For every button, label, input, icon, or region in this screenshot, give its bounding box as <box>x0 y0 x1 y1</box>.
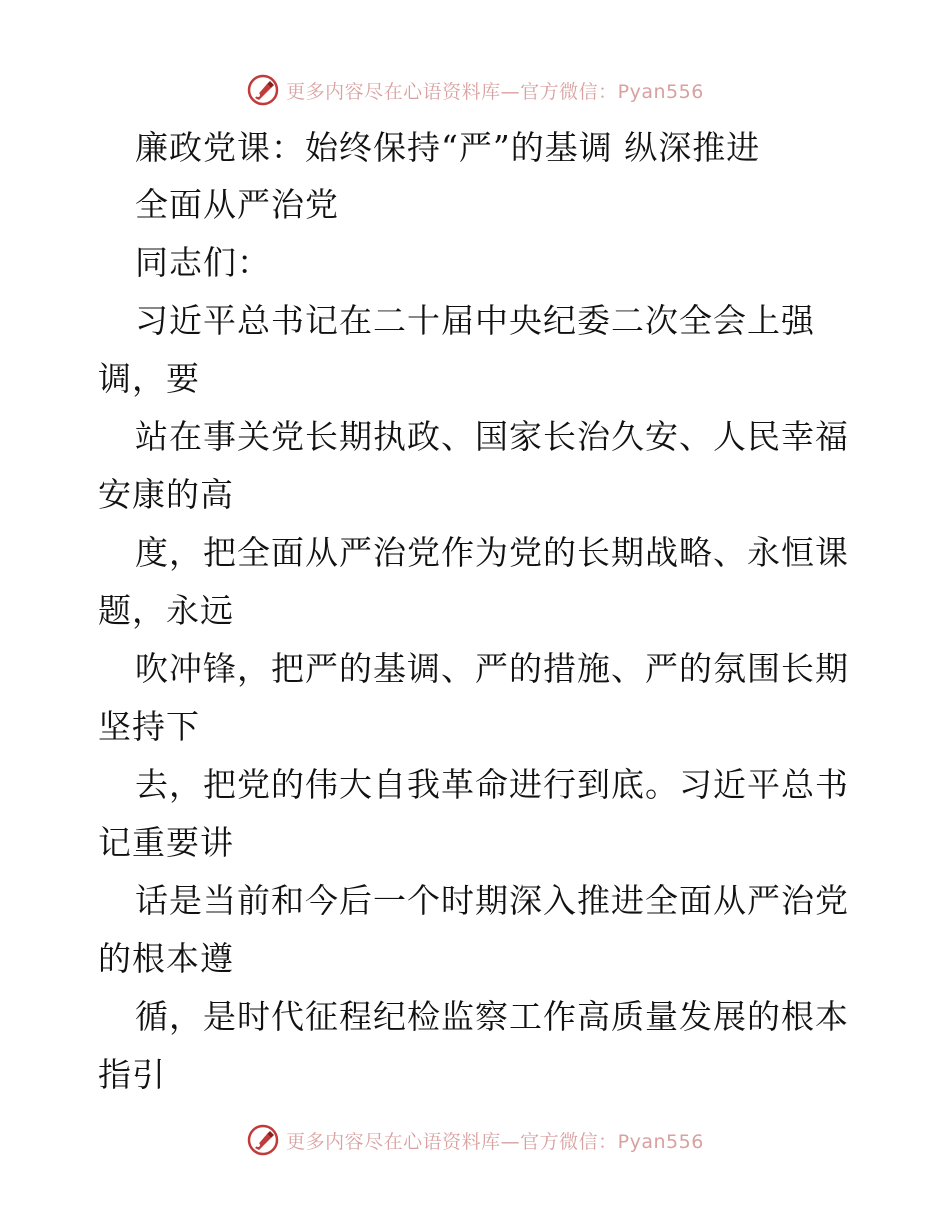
pen-nib-circle-icon <box>246 73 280 107</box>
footer-banner-text: 更多内容尽在心语资料库—官方微信：Pyan556 <box>286 1130 704 1153</box>
header-banner <box>0 70 950 110</box>
paragraph-line: 指引 <box>98 1055 166 1094</box>
paragraph-line: 习近平总书记在二十届中央纪委二次全会上强 <box>135 301 815 340</box>
paragraph-line: 循，是时代征程纪检监察工作高质量发展的根本 <box>135 997 849 1036</box>
document-title-line-1: 廉政党课：始终保持“严”的基调 纵深推进 <box>135 128 761 167</box>
paragraph-line: 度，把全面从严治党作为党的长期战略、永恒课 <box>135 533 849 572</box>
paragraph-line: 吹冲锋，把严的基调、严的措施、严的氛围长期 <box>135 649 849 688</box>
footer-banner <box>0 1120 950 1160</box>
paragraph-line: 站在事关党长期执政、国家长治久安、人民幸福 <box>135 417 849 456</box>
paragraph-line: 的根本遵 <box>98 939 234 978</box>
paragraph-line: 安康的高 <box>98 475 234 514</box>
paragraph-line: 话是当前和今后一个时期深入推进全面从严治党 <box>135 881 849 920</box>
paragraph-line: 去，把党的伟大自我革命进行到底。习近平总书 <box>135 765 849 804</box>
document-title-line-2: 全面从严治党 <box>135 185 339 224</box>
paragraph-line: 坚持下 <box>98 707 200 746</box>
header-banner-text: 更多内容尽在心语资料库—官方微信：Pyan556 <box>286 80 704 103</box>
paragraph-line: 题，永远 <box>98 591 234 630</box>
paragraph-line: 记重要讲 <box>98 823 234 862</box>
pen-nib-circle-icon <box>246 1123 280 1157</box>
paragraph-line: 调，要 <box>98 359 200 398</box>
salutation: 同志们： <box>135 243 271 282</box>
